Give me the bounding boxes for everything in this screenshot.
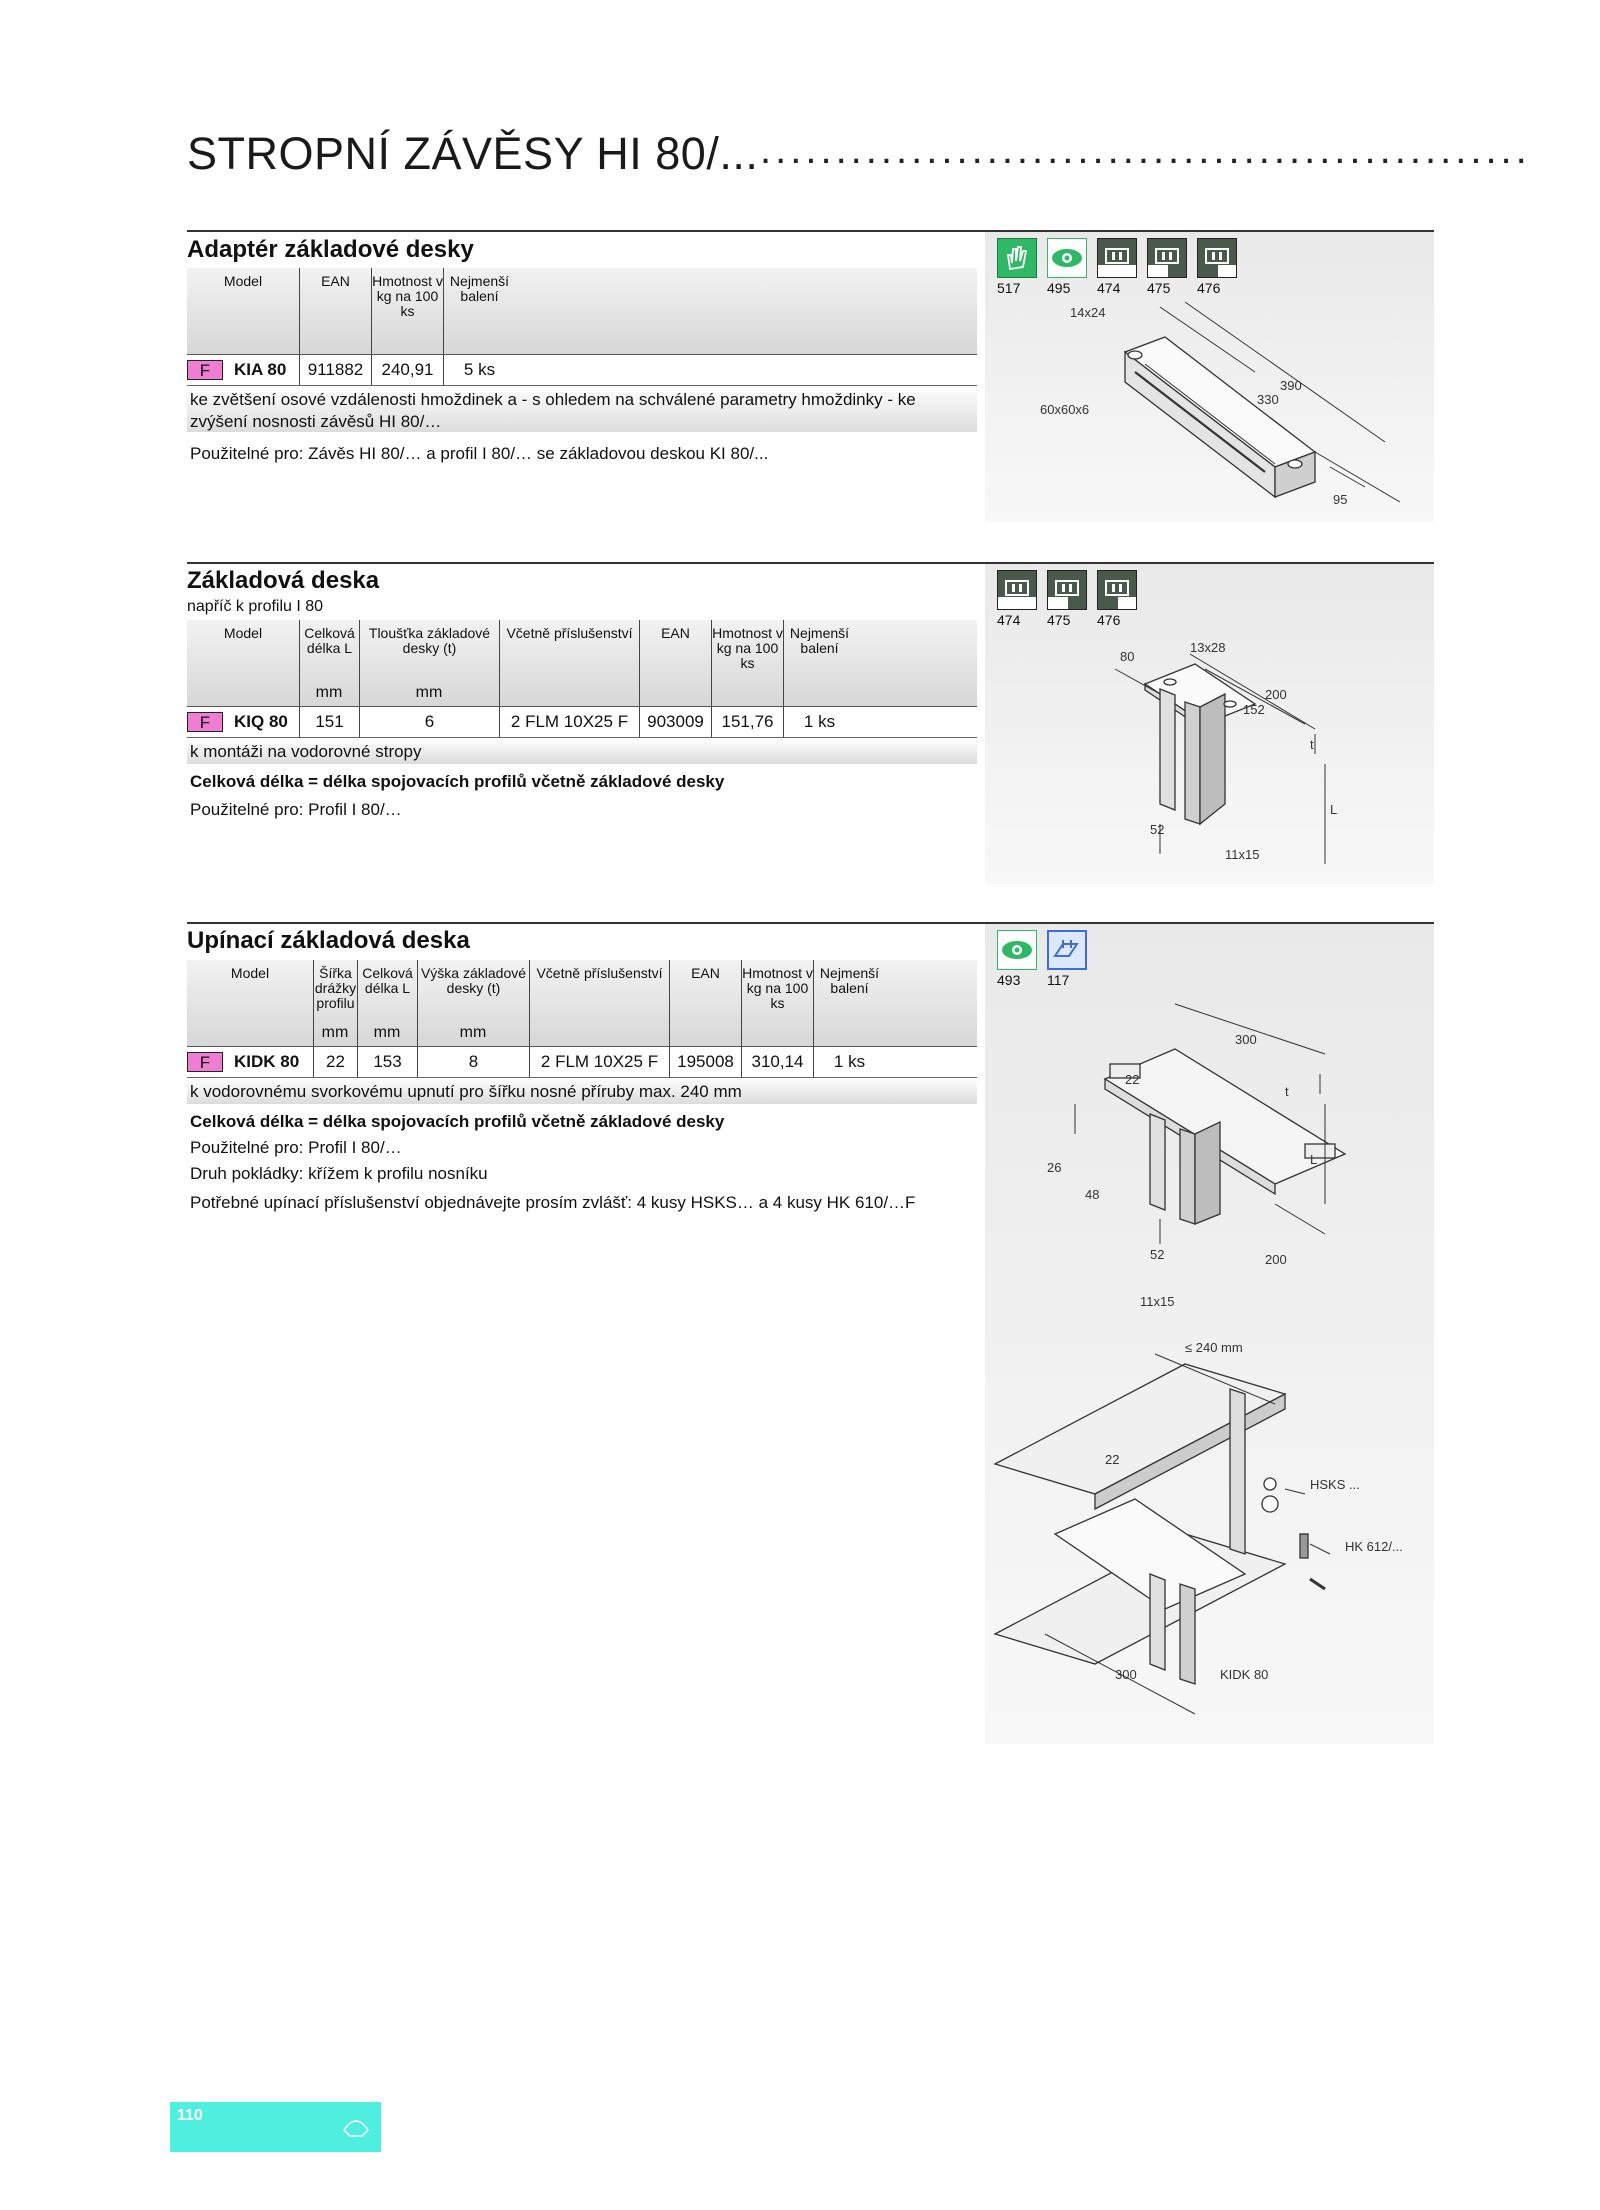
cell-ean: 911882 [299, 355, 371, 385]
page-title: STROPNÍ ZÁVĚSY HI 80/... [187, 128, 759, 179]
header-accessory: Včetně příslušenství [529, 960, 669, 1046]
profile-476-icon [1197, 238, 1237, 278]
icon-number: 475 [1047, 612, 1071, 628]
base-plate-drawing [985, 624, 1434, 884]
title-dot-leader: ................................................... [760, 128, 1531, 172]
icon-number: 474 [1097, 280, 1121, 296]
cell-length: 151 [299, 707, 359, 737]
cell-height: 8 [417, 1047, 529, 1077]
header-length: Celková délka L [299, 620, 359, 706]
cell-accessory: 2 FLM 10X25 F [529, 1047, 669, 1077]
profile-474-icon [1097, 238, 1137, 278]
dim-label: 330 [1257, 392, 1279, 407]
dim-label: 22 [1125, 1072, 1140, 1087]
dim-label: t [1285, 1084, 1289, 1099]
cell-weight: 310,14 [741, 1047, 813, 1077]
diagram-panel-clamp-plate [985, 924, 1434, 1744]
section-title-clamp-plate: Upínací základová deska [187, 927, 470, 954]
header-ean: EAN [669, 960, 741, 1046]
diagram-panel-base-plate [985, 564, 1434, 884]
header-thickness: Tloušťka základové desky (t) [359, 620, 499, 706]
profile-474-icon [997, 570, 1037, 610]
profile-475-icon [1047, 570, 1087, 610]
section-subtitle: napříč k profilu I 80 [187, 598, 324, 615]
table-row [187, 355, 977, 386]
dim-label: 200 [1265, 687, 1287, 702]
header-ean: EAN [299, 268, 371, 354]
f-badge: F [187, 360, 223, 380]
dim-label: HSKS ... [1310, 1477, 1360, 1492]
eye-icon [1047, 238, 1087, 278]
cell-ean: 903009 [639, 707, 711, 737]
note-text: ke zvětšení osové vzdálenosti hmoždinek a - s ohledem na schválené parametry hmoždinky - ke [190, 390, 916, 409]
icon-number: 495 [1047, 280, 1071, 296]
icon-number: 476 [1197, 280, 1221, 296]
cell-model: KIDK 80 [234, 1052, 300, 1071]
unit-label: mm [315, 684, 343, 701]
cable-tray-logo-icon [340, 2112, 372, 2142]
unit-label: mm [373, 1024, 401, 1041]
icon-number: 476 [1097, 612, 1121, 628]
dim-label: 152 [1243, 702, 1265, 717]
table-row [187, 1047, 977, 1078]
icon-number: 517 [997, 280, 1021, 296]
note-text: Potřebné upínací příslušenství objednávejte prosím zvlášť: 4 kusy HSKS… a 4 kusy HK 610/…F [190, 1193, 916, 1212]
profile-475-icon [1147, 238, 1187, 278]
table-header [187, 960, 977, 1047]
cell-length: 153 [357, 1047, 417, 1077]
profile-476-icon [1097, 570, 1137, 610]
table-header [187, 620, 977, 707]
f-badge: F [187, 1052, 223, 1072]
icon-number: 475 [1147, 280, 1171, 296]
header-weight: Hmotnost v kg na 100 ks [741, 960, 813, 1046]
note-text: Celková délka = délka spojovacích profilů včetně základové desky [190, 1112, 725, 1131]
dim-label: 80 [1120, 649, 1135, 664]
dim-label: 14x24 [1070, 305, 1106, 320]
note-text: Použitelné pro: Závěs HI 80/… a profil I 80/… se základovou deskou KI 80/... [190, 444, 769, 463]
note-text: Použitelné pro: Profil I 80/… [190, 1138, 402, 1157]
note-text: k vodorovnému svorkovému upnutí pro šířku nosné příruby max. 240 mm [190, 1082, 742, 1101]
clamp-plate-mounting-drawing [985, 1334, 1434, 1744]
eye-icon [997, 930, 1037, 970]
cell-weight: 240,91 [371, 355, 443, 385]
note-text: Použitelné pro: Profil I 80/… [190, 800, 402, 819]
table-row [187, 707, 977, 738]
header-length: Celková délka L [357, 960, 417, 1046]
cell-model: KIQ 80 [234, 712, 288, 731]
header-pack: Nejmenší balení [443, 268, 515, 354]
cell-weight: 151,76 [711, 707, 783, 737]
note-text: k montáži na vodorovné stropy [190, 742, 422, 761]
header-model: Model [223, 273, 263, 289]
header-height: Výška základové desky (t) [417, 960, 529, 1046]
header-accessory: Včetně příslušenství [499, 620, 639, 706]
header-weight: Hmotnost v kg na 100 ks [711, 620, 783, 706]
dim-label: 22 [1105, 1452, 1120, 1467]
section-title-adapter: Adaptér základové desky [187, 236, 474, 263]
icon-number: 474 [997, 612, 1021, 628]
section-title-base-plate: Základová deska [187, 567, 380, 594]
dim-label: KIDK 80 [1220, 1667, 1269, 1682]
cell-model: KIA 80 [234, 360, 287, 379]
clamp-plate-drawing [985, 994, 1434, 1334]
unit-label: mm [459, 1024, 487, 1041]
cell-accessory: 2 FLM 10X25 F [499, 707, 639, 737]
f-badge: F [187, 712, 223, 732]
unit-label: mm [321, 1024, 349, 1041]
dim-label: HK 612/... [1345, 1539, 1403, 1554]
dim-label: 52 [1150, 822, 1165, 837]
unit-label: mm [415, 684, 443, 701]
page-number: 110 [177, 2107, 203, 2124]
dim-label: 48 [1085, 1187, 1100, 1202]
header-ean: EAN [639, 620, 711, 706]
cell-ean: 195008 [669, 1047, 741, 1077]
note-text: zvýšení nosnosti závěsů HI 80/… [190, 412, 442, 431]
adapter-drawing [985, 292, 1434, 522]
dim-label: 60x60x6 [1040, 402, 1090, 417]
header-model: Model [230, 965, 270, 981]
cell-pack: 1 ks [783, 707, 855, 737]
clamp-icon [1047, 930, 1087, 970]
dim-label: L [1310, 1152, 1318, 1167]
dim-label: 390 [1280, 378, 1302, 393]
icon-number: 117 [1047, 972, 1070, 988]
dim-label: L [1330, 802, 1338, 817]
dim-label: 95 [1333, 492, 1348, 507]
dim-label: 52 [1150, 1247, 1165, 1262]
dim-label: 11x15 [1225, 847, 1260, 862]
dim-label: 13x28 [1190, 640, 1226, 655]
dim-label: 200 [1265, 1252, 1287, 1267]
dim-label: t [1310, 737, 1314, 752]
cell-pack: 5 ks [443, 355, 515, 385]
header-model: Model [223, 625, 263, 641]
glove-icon [997, 238, 1037, 278]
header-weight: Hmotnost v kg na 100 ks [371, 268, 443, 354]
header-pack: Nejmenší balení [813, 960, 885, 1046]
cell-thickness: 6 [359, 707, 499, 737]
dim-label: 26 [1047, 1160, 1062, 1175]
header-width: Šířka drážky profilu [313, 960, 357, 1046]
icon-number: 493 [997, 972, 1021, 988]
cell-width: 22 [313, 1047, 357, 1077]
dim-label: ≤ 240 mm [1185, 1340, 1243, 1355]
header-pack: Nejmenší balení [783, 620, 855, 706]
dim-label: 300 [1235, 1032, 1257, 1047]
dim-label: 300 [1115, 1667, 1137, 1682]
note-text: Celková délka = délka spojovacích profilů včetně základové desky [190, 772, 725, 791]
table-header [187, 268, 977, 355]
note-text: Druh pokládky: křížem k profilu nosníku [190, 1164, 488, 1183]
diagram-panel-adapter [985, 232, 1434, 522]
dim-label: 11x15 [1140, 1294, 1175, 1309]
cell-pack: 1 ks [813, 1047, 885, 1077]
